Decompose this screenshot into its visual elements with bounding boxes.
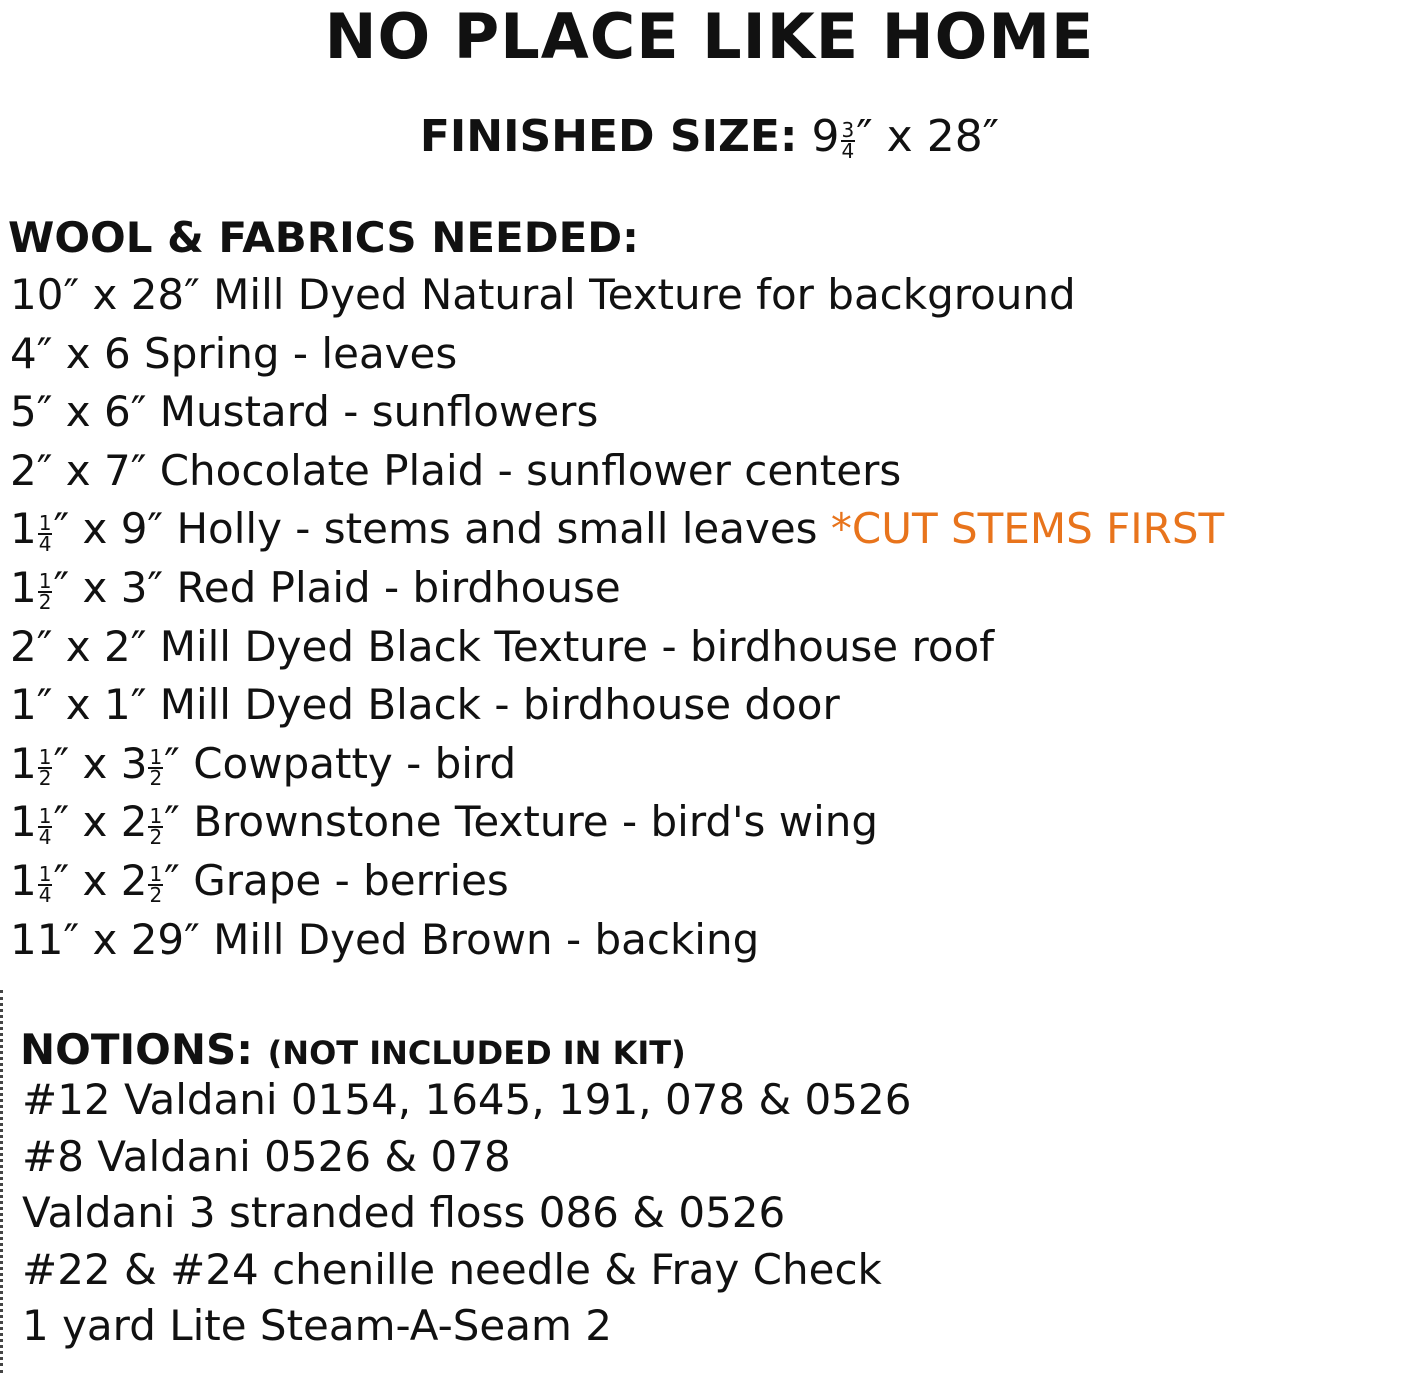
list-item: 1 yard Lite Steam-A-Seam 2 bbox=[22, 1301, 612, 1351]
fraction: $\frac{1}{4}$ bbox=[38, 510, 52, 556]
list-item: 1 $\frac{1}{4}$ ″ x 9″ Holly - stems and small leaves *CUT STEMS FIRST bbox=[10, 504, 1225, 556]
list-item: 10″ x 28″ Mill Dyed Natural Texture for background bbox=[10, 270, 1076, 319]
fraction: $\frac{1}{4}$ bbox=[38, 803, 52, 849]
fraction: $\frac{1}{2}$ bbox=[38, 569, 52, 615]
page-title: NO PLACE LIKE HOME bbox=[324, 0, 1095, 73]
fabrics-heading: WOOL & FABRICS NEEDED: bbox=[8, 213, 639, 262]
finished-size bbox=[0, 110, 1419, 164]
fraction: $\frac{1}{2}$ bbox=[149, 862, 163, 908]
list-item: 1″ x 1″ Mill Dyed Black - birdhouse door bbox=[10, 680, 840, 730]
notions-heading bbox=[20, 1024, 686, 1079]
finished-size-width-whole: 9 bbox=[811, 111, 840, 162]
finished-size-fraction bbox=[841, 118, 856, 163]
list-item: #8 Valdani 0526 & 078 bbox=[22, 1131, 511, 1181]
notions-heading-label: NOTIONS: bbox=[20, 1025, 254, 1074]
notions-list bbox=[22, 1072, 911, 1355]
fraction-numerator: 3 bbox=[841, 118, 855, 142]
fraction: $\frac{1}{2}$ bbox=[149, 745, 163, 791]
list-item: 5″ x 6″ Mustard - sunflowers bbox=[10, 387, 599, 437]
fraction: $\frac{1}{2}$ bbox=[38, 745, 52, 791]
list-item: 1 $\frac{1}{2}$ ″ x 3″ Red Plaid - birdhouse bbox=[10, 562, 621, 615]
list-item: 2″ x 2″ Mill Dyed Black Texture - birdhouse roof bbox=[10, 621, 995, 671]
list-item: Valdani 3 stranded floss 086 & 0526 bbox=[22, 1188, 786, 1238]
list-item: 1 $\frac{1}{2}$ ″ x 3 $\frac{1}{2}$ ″ Cowpatty - bird bbox=[10, 738, 517, 791]
list-item: #22 & #24 chenille needle & Fray Check bbox=[22, 1244, 882, 1294]
finished-size-label: FINISHED SIZE: bbox=[419, 111, 798, 162]
list-item: 2″ x 7″ Chocolate Plaid - sunflower centers bbox=[10, 445, 902, 495]
fabrics-list bbox=[10, 266, 1224, 969]
list-item: #12 Valdani 0154, 1645, 191, 078 & 0526 bbox=[22, 1075, 912, 1124]
fraction: $\frac{1}{4}$ bbox=[38, 862, 52, 908]
list-item: 1 $\frac{1}{4}$ ″ x 2 $\frac{1}{2}$ ″ Brownstone Texture - bird's wing bbox=[10, 797, 879, 849]
notions-subheading: (NOT INCLUDED IN KIT) bbox=[267, 1034, 686, 1072]
finished-size-rest: ″ x 28″ bbox=[856, 111, 1000, 162]
fraction: $\frac{1}{2}$ bbox=[149, 803, 163, 849]
list-item: 11″ x 29″ Mill Dyed Brown - backing bbox=[10, 914, 760, 964]
fraction-denominator: 4 bbox=[841, 139, 855, 163]
list-item: 4″ x 6 Spring - leaves bbox=[10, 328, 458, 378]
list-item: 1 $\frac{1}{4}$ ″ x 2 $\frac{1}{2}$ ″ Grape - berries bbox=[10, 855, 509, 908]
page-edge-perforation bbox=[0, 990, 8, 1373]
cut-stems-note: *CUT STEMS FIRST bbox=[830, 504, 1225, 554]
